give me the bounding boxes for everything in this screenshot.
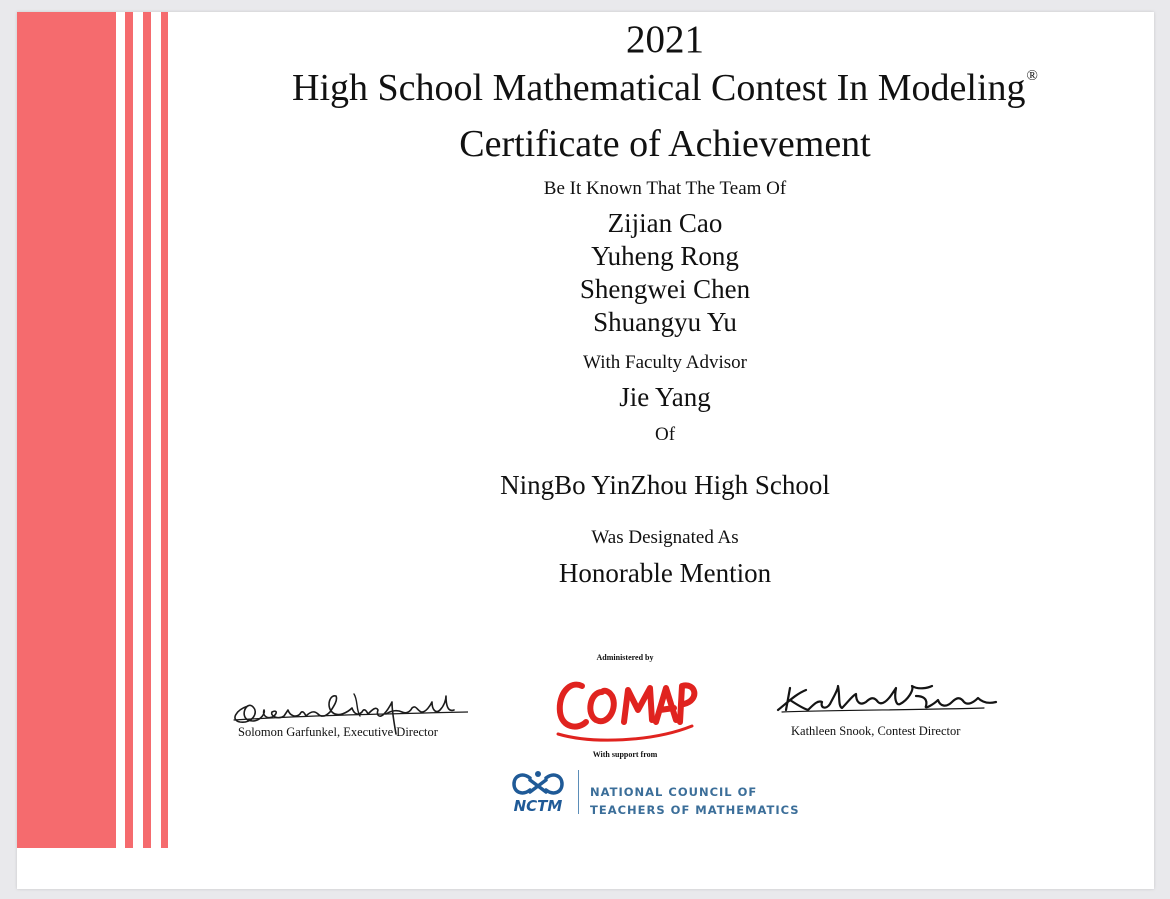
nctm-name-line1: NATIONAL COUNCIL OF — [590, 785, 758, 799]
team-member-name: Yuheng Rong — [591, 241, 739, 271]
contest-director-caption: Kathleen Snook, Contest Director — [791, 724, 961, 738]
decorative-red-stripe — [125, 12, 133, 848]
designation-label: Was Designated As — [591, 527, 739, 548]
nctm-abbrev: NCTM — [513, 797, 563, 814]
executive-director-caption: Solomon Garfunkel, Executive Director — [238, 725, 438, 739]
advisor-label: With Faculty Advisor — [583, 352, 747, 373]
school-name: NingBo YinZhou High School — [500, 470, 830, 500]
contest-director-signature — [768, 680, 1000, 720]
award-name: Honorable Mention — [558, 558, 772, 588]
certificate-year: 2021 — [626, 18, 704, 61]
comap-logo — [552, 668, 698, 746]
team-member-name: Zijian Cao — [607, 208, 723, 238]
of-label: Of — [654, 424, 676, 445]
nctm-divider — [578, 770, 579, 814]
advisor-name: Jie Yang — [619, 382, 711, 412]
team-member-name: Shuangyu Yu — [593, 307, 737, 337]
decorative-red-stripe — [143, 12, 151, 848]
nctm-name-line2: TEACHERS OF MATHEMATICS — [590, 803, 800, 817]
intro-text: Be It Known That The Team Of — [543, 178, 787, 199]
certificate-title: Certificate of Achievement — [459, 123, 871, 165]
team-member-name: Shengwei Chen — [579, 274, 751, 304]
decorative-red-band — [17, 12, 116, 848]
nctm-logo — [500, 768, 570, 814]
support-label: With support from — [592, 750, 658, 759]
contest-name-text: High School Mathematical Contest In Modeling — [292, 67, 1026, 109]
contest-name — [160, 66, 1170, 110]
administered-by-label: Administered by — [596, 653, 654, 662]
registered-mark: ® — [1026, 68, 1038, 84]
